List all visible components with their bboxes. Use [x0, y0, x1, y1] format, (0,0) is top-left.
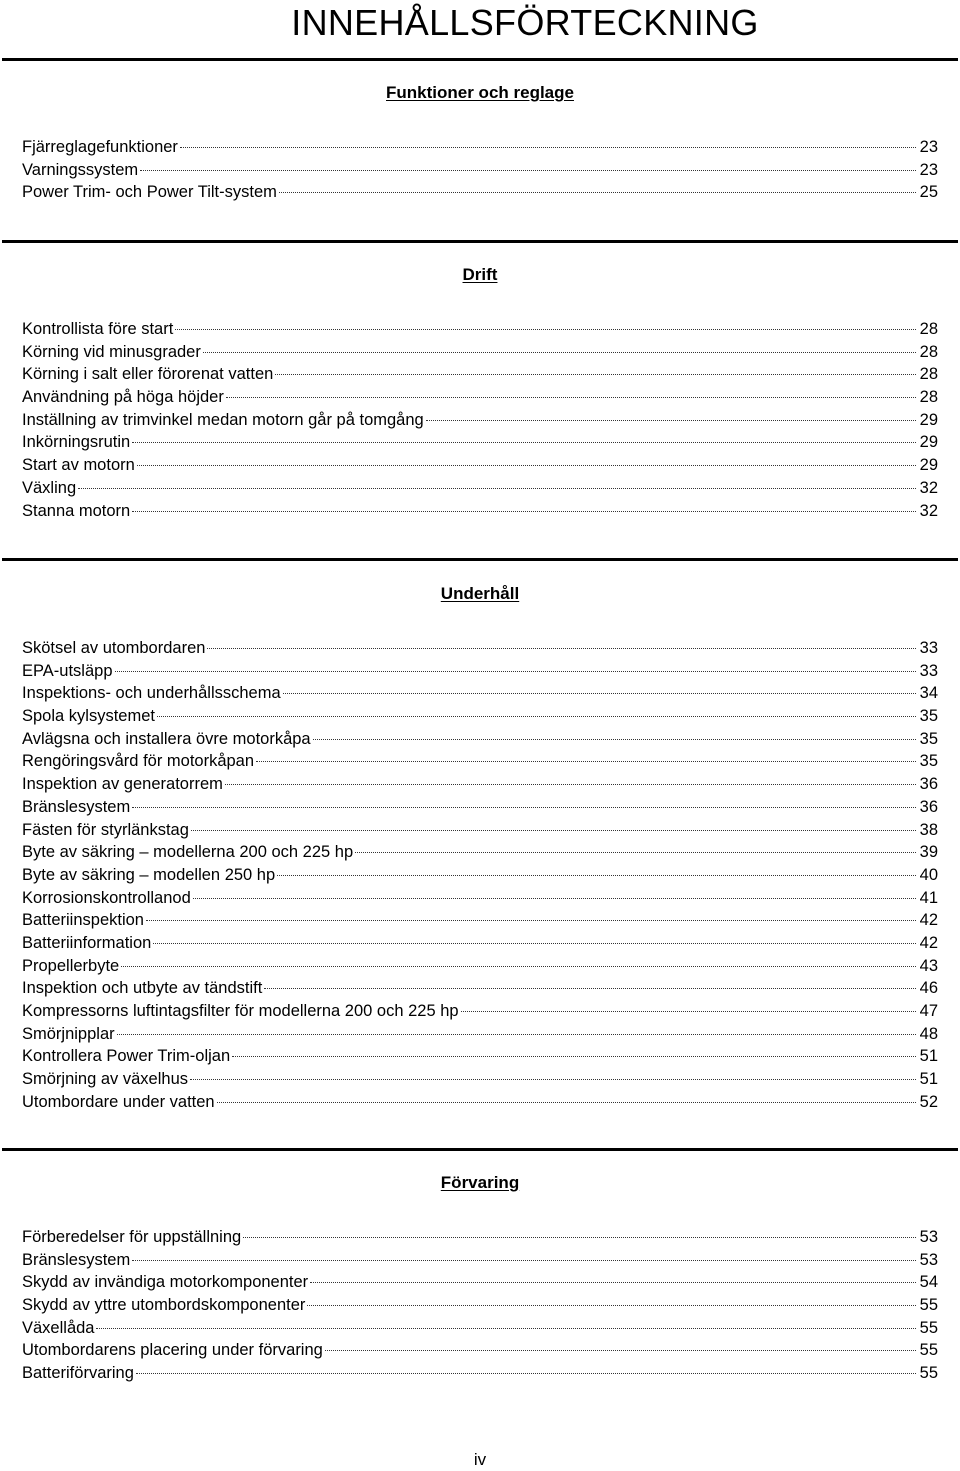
toc-entry-title: Start av motorn [22, 456, 135, 475]
toc-entry-page: 41 [919, 888, 938, 907]
toc-entry[interactable] [22, 500, 938, 523]
toc-entry[interactable] [22, 1362, 938, 1385]
dot-leader [132, 511, 916, 512]
toc-entry[interactable] [22, 705, 938, 728]
toc-entry[interactable] [22, 159, 938, 182]
toc-entry-title: Utombordare under vatten [22, 1092, 215, 1111]
page-number: iv [473, 1450, 487, 1469]
dot-leader [96, 1328, 916, 1329]
toc-entry[interactable] [22, 977, 938, 1000]
dot-leader [461, 1011, 916, 1012]
toc-entry[interactable] [22, 1317, 938, 1340]
toc-entry-page: 38 [919, 820, 938, 839]
toc-list-underhall [22, 637, 938, 1113]
dot-leader [175, 329, 916, 330]
toc-entry-title: Användning på höga höjder [22, 388, 224, 407]
toc-entry-title: Inspektions- och underhållsschema [22, 684, 281, 703]
toc-entry[interactable] [22, 841, 938, 864]
toc-entry-page: 42 [919, 911, 938, 930]
toc-entry-title: Rengöringsvård för motorkåpan [22, 752, 255, 771]
toc-entry-title: Kontrollista före start [22, 320, 174, 338]
dot-leader [190, 1079, 916, 1080]
toc-entry[interactable] [22, 477, 938, 500]
toc-entry[interactable] [22, 887, 938, 910]
toc-entry-page: 46 [919, 979, 938, 998]
toc-entry[interactable] [22, 864, 938, 887]
toc-entry-page: 32 [919, 478, 938, 497]
toc-entry-page: 33 [919, 661, 938, 680]
toc-entry-title: Fjärreglagefunktioner [22, 138, 178, 156]
toc-entry-page: 35 [919, 752, 938, 771]
toc-entry[interactable] [22, 363, 938, 386]
toc-entry-title: Körning i salt eller förorenat vatten [22, 365, 274, 384]
toc-entry-page: 48 [919, 1024, 938, 1043]
section-heading-forvaring: Förvaring [440, 1173, 520, 1192]
toc-entry-page: 35 [919, 729, 938, 748]
toc-entry-title: Bränslesystem [22, 1250, 131, 1269]
toc-entry[interactable] [22, 1091, 938, 1114]
dot-leader [203, 352, 916, 353]
toc-entry[interactable] [22, 796, 938, 819]
toc-entry-title: Inkörningsrutin [22, 433, 131, 452]
dot-leader [264, 988, 916, 989]
section-divider [2, 1148, 958, 1151]
toc-entry[interactable] [22, 318, 938, 341]
toc-entry-title: Körning vid minusgrader [22, 342, 201, 361]
toc-entry-page: 36 [919, 797, 938, 816]
toc-entry-page: 55 [919, 1318, 938, 1337]
dot-leader [146, 920, 916, 921]
toc-entry[interactable] [22, 136, 938, 159]
toc-entry-page: 28 [919, 320, 938, 338]
toc-list-funktioner [22, 136, 938, 204]
toc-entry-title: Bränslesystem [22, 797, 131, 816]
dot-leader [279, 192, 916, 193]
toc-entry-page: 53 [919, 1250, 938, 1269]
dot-leader [426, 420, 916, 421]
toc-entry-title: Kompressorns luftintagsfilter för modellerna 200 och 225 hp [22, 1002, 459, 1020]
dot-leader [115, 671, 917, 672]
dot-leader [307, 1305, 916, 1306]
toc-entry-title: EPA-utsläpp [22, 661, 113, 680]
toc-entry-title: Fästen för styrlänkstag [22, 820, 189, 839]
dot-leader [243, 1237, 916, 1238]
toc-entry-title: Inspektion av generatorrem [22, 775, 223, 794]
dot-leader [355, 852, 916, 853]
toc-entry-title: Växling [22, 478, 77, 497]
toc-entry-page: 54 [919, 1273, 938, 1292]
toc-entry[interactable] [22, 682, 938, 705]
toc-entry-page: 40 [919, 865, 938, 884]
section-heading-underhall: Underhåll [440, 584, 520, 603]
toc-entry-page: 53 [919, 1228, 938, 1246]
toc-entry[interactable] [22, 637, 938, 660]
toc-entry[interactable] [22, 1000, 938, 1023]
toc-entry-page: 47 [919, 1002, 938, 1020]
toc-entry-title: Växellåda [22, 1318, 95, 1337]
toc-entry[interactable] [22, 1045, 938, 1068]
toc-entry-page: 34 [919, 684, 938, 703]
toc-entry-page: 25 [919, 183, 938, 202]
toc-entry[interactable] [22, 819, 938, 842]
section-divider [2, 558, 958, 561]
toc-entry-page: 33 [919, 639, 938, 657]
dot-leader [256, 761, 916, 762]
toc-entry-title: Batteriinspektion [22, 911, 144, 930]
toc-entry[interactable] [22, 773, 938, 796]
toc-entry[interactable] [22, 181, 938, 204]
toc-entry-title: Propellerbyte [22, 956, 120, 975]
dot-leader [217, 1102, 916, 1103]
toc-entry-title: Korrosionskontrollanod [22, 888, 191, 907]
dot-leader [207, 648, 916, 649]
toc-entry[interactable] [22, 1249, 938, 1272]
toc-entry[interactable] [22, 955, 938, 978]
toc-entry-page: 52 [919, 1092, 938, 1111]
page-title: INNEHÅLLSFÖRTECKNING [291, 2, 759, 43]
toc-entry-page: 55 [919, 1296, 938, 1315]
toc-entry-page: 51 [919, 1070, 938, 1089]
toc-entry-title: Inspektion och utbyte av tändstift [22, 979, 263, 998]
toc-entry-page: 36 [919, 775, 938, 794]
section-divider [2, 240, 958, 243]
toc-entry[interactable] [22, 386, 938, 409]
dot-leader [325, 1350, 916, 1351]
toc-entry-title: Spola kylsystemet [22, 707, 155, 726]
dot-leader [275, 374, 916, 375]
toc-entry-title: Avlägsna och installera övre motorkåpa [22, 729, 311, 748]
toc-entry-title: Skydd av yttre utombordskomponenter [22, 1296, 306, 1315]
toc-entry[interactable] [22, 431, 938, 454]
dot-leader [232, 1056, 916, 1057]
toc-entry-title: Stanna motorn [22, 501, 131, 520]
toc-entry-title: Batteriförvaring [22, 1364, 134, 1383]
dot-leader [132, 442, 916, 443]
toc-entry-title: Kontrollera Power Trim-oljan [22, 1047, 231, 1066]
toc-list-forvaring [22, 1226, 938, 1385]
toc-entry[interactable] [22, 660, 938, 683]
toc-entry-page: 51 [919, 1047, 938, 1066]
toc-entry-title: Byte av säkring – modellerna 200 och 225 hp [22, 843, 354, 862]
toc-entry-page: 29 [919, 456, 938, 475]
dot-leader [157, 716, 916, 717]
toc-entry-page: 55 [919, 1341, 938, 1360]
toc-entry-page: 28 [919, 342, 938, 361]
toc-entry-page: 39 [919, 843, 938, 862]
toc-entry[interactable] [22, 1294, 938, 1317]
toc-entry-page: 23 [919, 160, 938, 179]
toc-entry-title: Power Trim- och Power Tilt-system [22, 183, 277, 202]
toc-entry[interactable] [22, 909, 938, 932]
dot-leader [121, 966, 916, 967]
toc-entry[interactable] [22, 1339, 938, 1362]
toc-entry[interactable] [22, 728, 938, 751]
toc-entry-title: Skydd av invändiga motorkomponenter [22, 1273, 309, 1292]
toc-entry-title: Batteriinformation [22, 933, 152, 952]
dot-leader [136, 1373, 916, 1374]
toc-entry-title: Smörjning av växelhus [22, 1070, 188, 1089]
dot-leader [117, 1034, 916, 1035]
section-divider [2, 58, 958, 61]
toc-entry-page: 23 [919, 138, 938, 156]
dot-leader [140, 170, 916, 171]
dot-leader [78, 488, 916, 489]
toc-entry-page: 43 [919, 956, 938, 975]
toc-entry-page: 29 [919, 433, 938, 452]
dot-leader [193, 898, 916, 899]
toc-entry-title: Skötsel av utombordaren [22, 639, 206, 657]
toc-entry-title: Byte av säkring – modellen 250 hp [22, 865, 276, 884]
toc-entry[interactable] [22, 1068, 938, 1091]
dot-leader [132, 1260, 916, 1261]
dot-leader [310, 1282, 916, 1283]
toc-entry[interactable] [22, 750, 938, 773]
toc-list-drift [22, 318, 938, 522]
dot-leader [226, 397, 916, 398]
dot-leader [180, 147, 916, 148]
dot-leader [153, 943, 916, 944]
toc-entry[interactable] [22, 1271, 938, 1294]
toc-entry-page: 55 [919, 1364, 938, 1383]
toc-entry-title: Förberedelser för uppställning [22, 1228, 242, 1246]
toc-entry-page: 28 [919, 365, 938, 384]
toc-entry[interactable] [22, 1226, 938, 1249]
toc-entry-title: Smörjnipplar [22, 1024, 115, 1043]
toc-entry-page: 35 [919, 707, 938, 726]
section-heading-drift: Drift [462, 265, 498, 284]
toc-entry[interactable] [22, 409, 938, 432]
toc-entry-page: 29 [919, 410, 938, 429]
toc-entry-page: 32 [919, 501, 938, 520]
dot-leader [225, 784, 916, 785]
section-heading-funktioner: Funktioner och reglage [386, 83, 574, 102]
dot-leader [313, 739, 916, 740]
toc-entry[interactable] [22, 341, 938, 364]
dot-leader [137, 465, 916, 466]
toc-entry[interactable] [22, 454, 938, 477]
toc-entry-page: 42 [919, 933, 938, 952]
toc-entry[interactable] [22, 932, 938, 955]
toc-entry-title: Varningssystem [22, 160, 139, 179]
toc-entry[interactable] [22, 1023, 938, 1046]
dot-leader [191, 830, 916, 831]
toc-entry-page: 28 [919, 388, 938, 407]
dot-leader [283, 693, 916, 694]
toc-entry-title: Utombordarens placering under förvaring [22, 1341, 323, 1360]
dot-leader [277, 875, 916, 876]
toc-entry-title: Inställning av trimvinkel medan motorn går på tomgång [22, 410, 424, 429]
dot-leader [132, 807, 916, 808]
